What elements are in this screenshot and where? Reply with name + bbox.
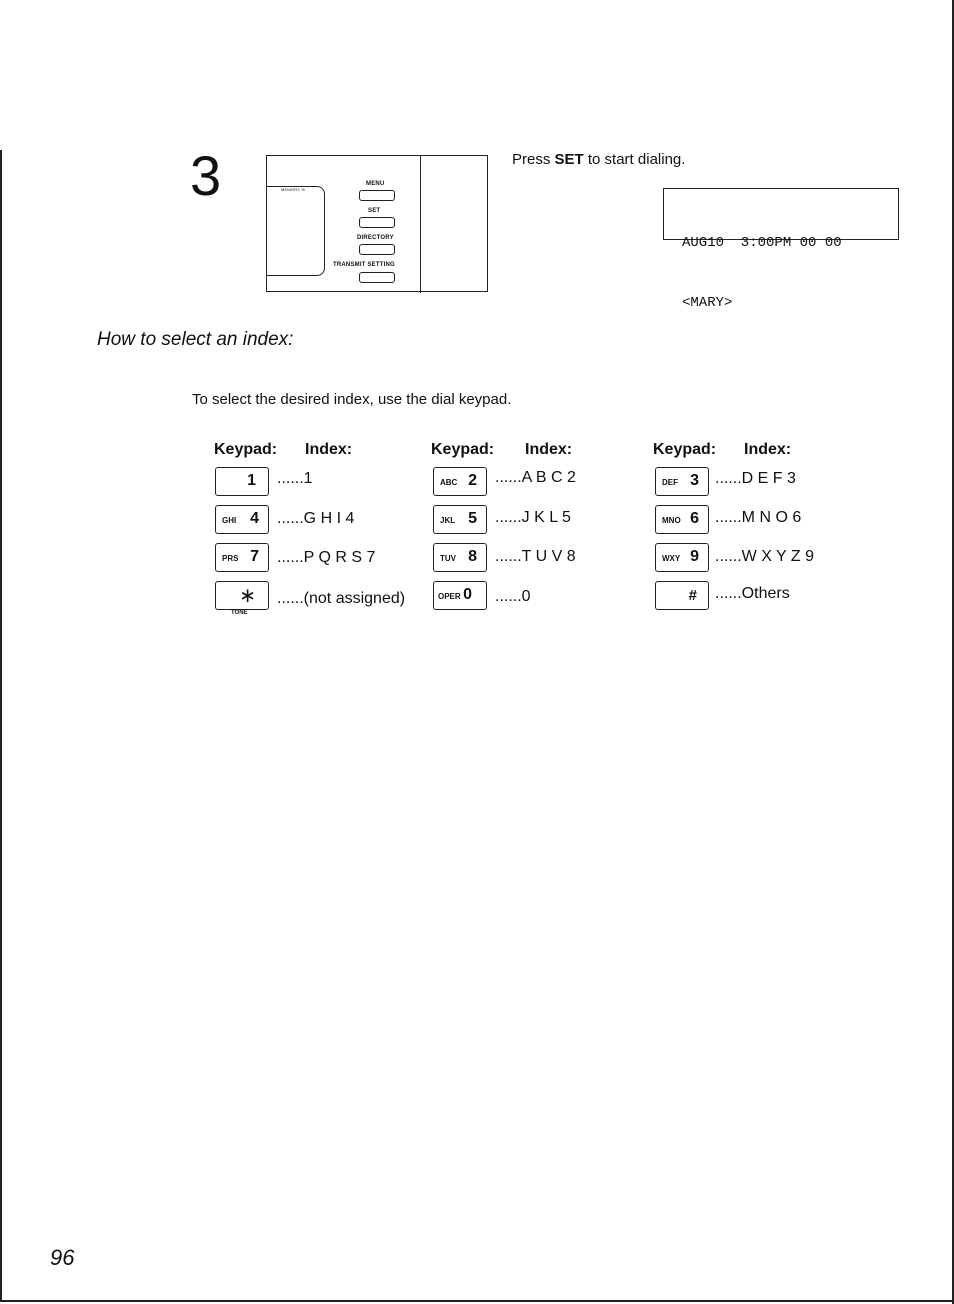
index-2: ......A B C 2 (495, 469, 576, 486)
key-star-symbol: ∗ (239, 585, 256, 607)
transmit-setting-label: TRANSMIT SETTING (333, 262, 395, 268)
control-panel-illustration (266, 155, 488, 292)
key-8[interactable] (433, 543, 487, 572)
page-edge-bottom (0, 1300, 954, 1302)
key-6-letters: MNO (662, 516, 681, 525)
key-7-letters: PRS (222, 554, 239, 563)
index-7: ......P Q R S 7 (277, 549, 376, 566)
key-6-digit: 6 (690, 510, 699, 527)
key-9[interactable] (655, 543, 709, 572)
key-3-letters: DEF (662, 478, 678, 487)
set-label: SET (368, 208, 381, 214)
key-2-digit: 2 (468, 472, 477, 489)
index-4: ......G H I 4 (277, 510, 355, 527)
key-3[interactable] (655, 467, 709, 496)
panel-screen (267, 186, 325, 276)
key-4[interactable] (215, 505, 269, 534)
key-6[interactable] (655, 505, 709, 534)
index-star: ......(not assigned) (277, 590, 406, 607)
page-number: 96 (50, 1245, 75, 1270)
section-heading: How to select an index: (97, 329, 294, 350)
step-number: 3 (190, 144, 222, 207)
panel-screen-label: MEMORY % (281, 187, 306, 192)
panel-divider (420, 156, 421, 293)
key-0[interactable] (433, 581, 487, 610)
key-7[interactable] (215, 543, 269, 572)
key-5[interactable] (433, 505, 487, 534)
directory-button[interactable] (359, 244, 395, 255)
key-4-letters: GHI (222, 516, 237, 525)
key-7-digit: 7 (250, 548, 259, 565)
key-0-letters: OPER (438, 592, 461, 601)
key-1[interactable] (215, 467, 269, 496)
col1-keypad-header: Keypad: (214, 441, 278, 458)
key-9-digit: 9 (690, 548, 699, 565)
index-hash: ......Others (715, 585, 790, 602)
instruction-post: to start dialing. (583, 151, 686, 168)
directory-label: DIRECTORY (357, 235, 394, 241)
lcd-display (663, 188, 899, 311)
section-intro: To select the desired index, use the dial keypad. (192, 391, 512, 408)
col1-index-header: Index: (305, 441, 353, 458)
col3-keypad-header: Keypad: (653, 441, 717, 458)
set-button[interactable] (359, 217, 395, 228)
index-6: ......M N O 6 (715, 509, 802, 526)
index-5: ......J K L 5 (495, 509, 571, 526)
key-star-caption: TONE (231, 610, 248, 616)
key-4-digit: 4 (250, 510, 259, 527)
key-0-digit: 0 (463, 586, 472, 603)
page-edge-left (0, 150, 2, 1300)
col3-index-header: Index: (744, 441, 792, 458)
key-5-letters: JKL (440, 516, 456, 525)
key-9-letters: WXY (662, 554, 681, 563)
index-0: ......0 (495, 588, 531, 605)
col2-index-header: Index: (525, 441, 573, 458)
index-1: ......1 (277, 470, 313, 487)
transmit-setting-button[interactable] (359, 272, 395, 283)
key-5-digit: 5 (468, 510, 477, 527)
key-star[interactable] (215, 581, 269, 610)
index-3: ......D E F 3 (715, 470, 796, 487)
lcd-line-1: AUG10 3:00PM 00 00 (682, 235, 842, 251)
instruction-set-keyword: SET (554, 151, 584, 168)
key-8-letters: TUV (440, 554, 456, 563)
menu-button[interactable] (359, 190, 395, 201)
lcd-line-2: <MARY> (682, 295, 733, 311)
key-8-digit: 8 (468, 548, 477, 565)
key-2[interactable] (433, 467, 487, 496)
col2-keypad-header: Keypad: (431, 441, 495, 458)
key-hash[interactable] (655, 581, 709, 610)
key-1-digit: 1 (247, 472, 256, 489)
instruction-pre: Press (512, 151, 555, 168)
index-9: ......W X Y Z 9 (715, 548, 814, 565)
menu-label: MENU (366, 181, 385, 187)
key-3-digit: 3 (690, 472, 699, 489)
index-8: ......T U V 8 (495, 548, 576, 565)
step-instruction (512, 151, 685, 168)
key-2-letters: ABC (440, 478, 458, 487)
key-hash-symbol: # (688, 587, 697, 604)
